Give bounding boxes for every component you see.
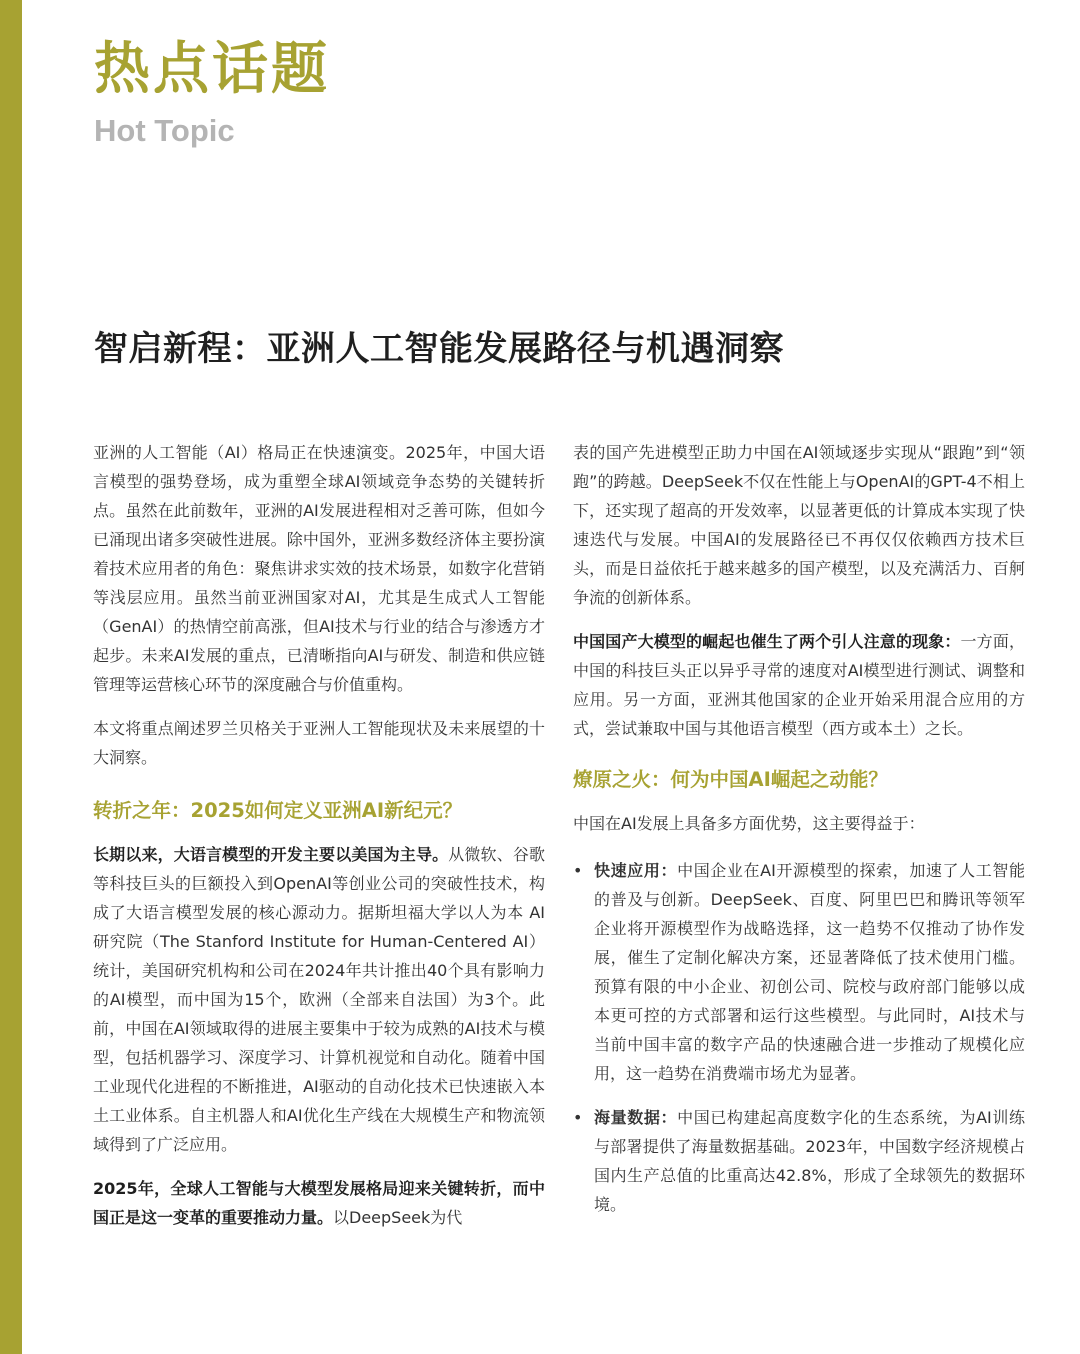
advantages-list: [573, 856, 1025, 1219]
turning-point-lead: 2025年，全球人工智能与大模型发展格局迎来关键转折，而中国正是这一变革的重要推动力量。: [93, 1179, 545, 1227]
us-dominance-paragraph: [93, 840, 545, 1159]
bullet-dot-icon: •: [573, 1108, 583, 1127]
section-title-zh: 热点话题: [94, 37, 330, 102]
left-column: [93, 438, 545, 1247]
list-item: [573, 856, 1025, 1088]
list-item: [573, 1103, 1025, 1219]
intro-paragraph: 亚洲的人工智能（AI）格局正在快速演变。2025年，中国大语言模型的强势登场，成为重塑全球AI领域竞争态势的关键转折点。虽然在此前数年，亚洲的AI发展进程相对乏善可陈，但如今已涌现出诸多突破性进展。除中国外，亚洲多数经济体主要扮演着技术应用者的角色：聚焦讲求实效的技术场景，如数字化营销等浅层应用。虽然当前亚洲国家对AI，尤其是生成式人工智能（GenAI）的热情空前高涨，但AI技术与行业的结合与渗透方才起步。未来AI发展的重点，已清晰指向AI与研发、制造和供应链管理等运营核心环节的深度融合与价值重构。: [93, 443, 545, 694]
phenomena-paragraph: [573, 627, 1025, 743]
advantages-intro: 中国在AI发展上具备多方面优势，这主要得益于：: [573, 814, 925, 833]
right-column: [573, 438, 1025, 1234]
accent-side-bar: [0, 0, 22, 1354]
phenomena-text: 一方面，中国的科技巨头正以异乎寻常的速度对AI模型进行测试、调整和应用。另一方面，亚洲其他国家的企业开始采用混合应用的方式，尝试兼取中国与其他语言模型（西方或本土）之长。: [573, 632, 1025, 738]
deepseek-paragraph: 表的国产先进模型正助力中国在AI领域逐步实现从“跟跑”到“领跑”的跨越。DeepSeek不仅在性能上与OpenAI的GPT-4不相上下，还实现了超高的开发效率，以显著更低的计算成本实现了快速迭代与发展。中国AI的发展路径已不再仅仅依赖西方技术巨头，而是日益依托于越来越多的国产模型，以及充满活力、百舸争流的创新体系。: [573, 443, 1025, 607]
overview-paragraph: 本文将重点阐述罗兰贝格关于亚洲人工智能现状及未来展望的十大洞察。: [93, 719, 545, 767]
turning-point-text: 以DeepSeek为代: [333, 1208, 463, 1227]
list-item-text: 中国企业在AI开源模型的探索，加速了人工智能的普及与创新。DeepSeek、百度、阿里巴巴和腾讯等领军企业将开源模型作为战略选择，这一趋势不仅推动了协作发展，催生了定制化解决方案，还显著降低了技术使用门槛。预算有限的中小企业、初创公司、院校与政府部门能够以成本更可控的方式部署和运行这些模型。与此同时，AI技术与当前中国丰富的数字产品的快速融合进一步推动了规模化应用，这一趋势在消费端市场尤为显著。: [594, 861, 1025, 1083]
list-item-label: 快速应用：: [594, 861, 678, 880]
article-title: 智启新程：亚洲人工智能发展路径与机遇洞察: [94, 329, 784, 369]
us-dominance-text: 从微软、谷歌等科技巨头的巨额投入到OpenAI等创业公司的突破性技术，构成了大语言模型发展的核心源动力。据斯坦福大学以人为本 AI 研究院（The Stanford Institute for Human-Centered AI）统计，美国研究机构和公司在2024年共计推出40个具有影响力的AI模型，而中国为15个，欧洲（全部来自法国）为3个。此前，中国在AI领域取得的进展主要集中于较为成熟的AI技术与模型，包括机器学习、深度学习、计算机视觉和自动化。随着中国工业现代化进程的不断推进，AI驱动的自动化技术已快速嵌入本土工业体系。自主机器人和AI优化生产线在大规模生产和物流领域得到了广泛应用。: [93, 845, 545, 1154]
turning-point-paragraph: [93, 1174, 545, 1232]
subheading-turning-year: 转折之年：2025如何定义亚洲AI新纪元？: [93, 799, 463, 822]
bullet-dot-icon: •: [573, 861, 583, 880]
subheading-momentum: 燎原之火：何为中国AI崛起之动能？: [573, 768, 888, 791]
us-dominance-lead: 长期以来，大语言模型的开发主要以美国为主导。: [93, 845, 449, 864]
phenomena-lead: 中国国产大模型的崛起也催生了两个引人注意的现象：: [573, 632, 961, 651]
list-item-label: 海量数据：: [594, 1108, 678, 1127]
section-title-en: Hot Topic: [94, 113, 235, 148]
list-item-text: 中国已构建起高度数字化的生态系统，为AI训练与部署提供了海量数据基础。2023年，中国数字经济规模占国内生产总值的比重高达42.8%，形成了全球领先的数据环境。: [594, 1108, 1025, 1214]
